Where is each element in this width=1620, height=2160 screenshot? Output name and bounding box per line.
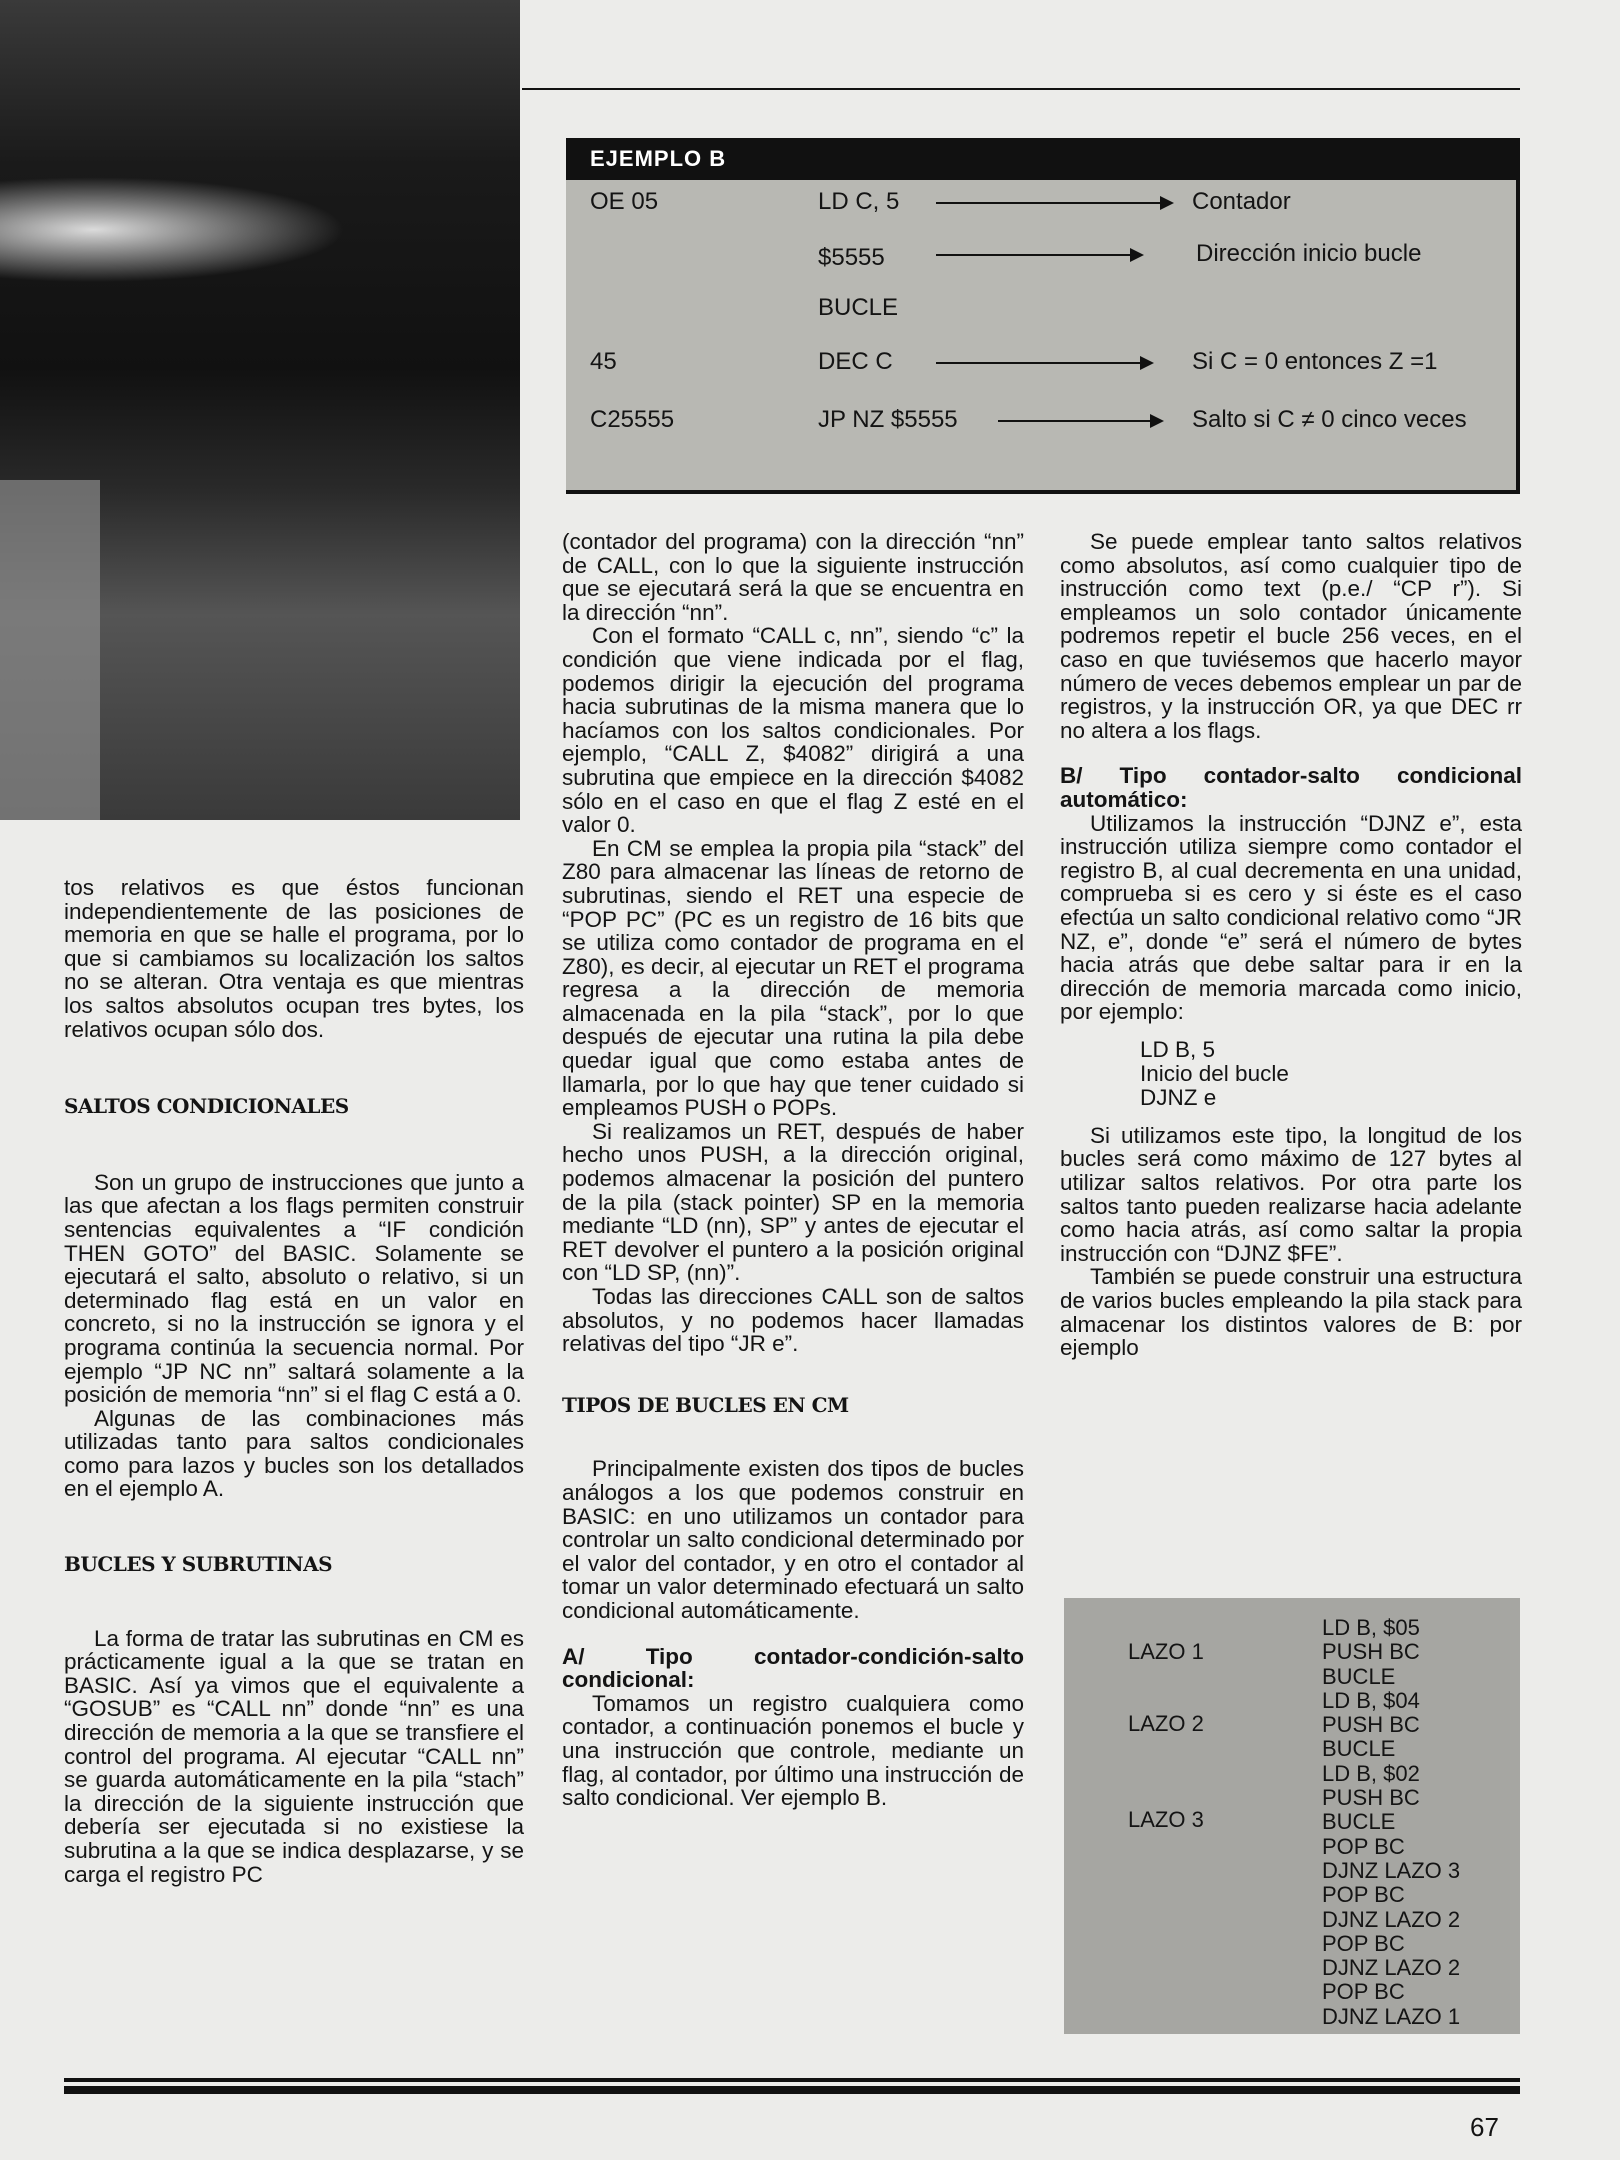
- code-example: [1140, 1038, 1522, 1110]
- code-line: POP BC: [1322, 1979, 1405, 2005]
- code-line: Inicio del bucle: [1140, 1060, 1289, 1086]
- instruction: DEC C: [818, 348, 893, 375]
- lazo-code-list: [1322, 1616, 1460, 2029]
- paragraph: tos relativos es que éstos funcionan independientemente de las posiciones de memoria en que se halle el programa, por lo que si cambiamos su localización los saltos no se alteran. Otra ventaja es que mientras los saltos absolutos ocupan tres bytes, los relativos ocupan sólo dos.: [64, 875, 524, 1042]
- section-heading: TIPOS DE BUCLES EN CM: [562, 1392, 849, 1417]
- subheading: B/ Tipo contador-salto condicional automático:: [1060, 763, 1522, 812]
- code-line: POP BC: [1322, 1930, 1405, 1956]
- code-line: PUSH BC: [1322, 1712, 1420, 1738]
- lazo-label: LAZO 3: [1128, 1807, 1204, 1832]
- paragraph: Utilizamos la instrucción “DJNZ e”, esta instrucción utiliza siempre como contador el registro B, al cual decrementa en una unidad, comprueba si es cero y si éste es el caso efectúa un salto condicional relativo como “JR NZ, e”, donde “e” será el número de bytes hacia atrás que debe saltar para ir en la dirección de memoria marcada como inicio, por ejemplo:: [1060, 810, 1522, 1025]
- code-line: DJNZ LAZO 3: [1322, 1857, 1461, 1883]
- code-line: LD B, $04: [1322, 1687, 1420, 1713]
- instruction: BUCLE: [818, 294, 899, 321]
- code-line: BUCLE: [1322, 1663, 1396, 1689]
- paragraph: También se puede construir una estructura de varios bucles empleando la pila stack para almacenar los distintos valores de B: por ejemplo: [1060, 1264, 1522, 1361]
- instruction: LD C, 5: [818, 188, 900, 215]
- arrow-icon: [998, 420, 1162, 422]
- instruction: JP NZ $5555: [818, 406, 958, 433]
- paragraph: Son un grupo de instrucciones que junto a las que afectan a los flags permiten construir sentencias equivalentes a “IF condición THEN GOTO” del BASIC. Solamente se ejecutará el salto, absoluto o relativo, si un determinado flag está en un valor en concreto, si no la instrucción se ignora y el programa continúa la secuencia normal. Por ejemplo “JP NC nn” saltará solamente a la posición de memoria “nn” si el flag C está a 0.: [64, 1169, 524, 1408]
- code-line: BUCLE: [1322, 1736, 1396, 1762]
- subheading: A/ Tipo contador-condición-salto condicional:: [562, 1643, 1024, 1693]
- lazo-example-box: [1064, 1598, 1520, 2034]
- lazo-label: LAZO 1: [1128, 1639, 1204, 1664]
- code-line: DJNZ LAZO 2: [1322, 1955, 1461, 1981]
- paragraph: Tomamos un registro cualquiera como contador, a continuación ponemos el bucle y una instrucción que controle, mediante un flag, al contador, por último una instrucción de salto condicional. Ver ejemplo B.: [562, 1690, 1024, 1811]
- code-line: DJNZ LAZO 1: [1322, 2003, 1461, 2029]
- paragraph: Algunas de las combinaciones más utilizadas tanto para saltos condicionales como para lazos y bucles son los detallados en el ejemplo A.: [64, 1405, 524, 1502]
- top-rule: [522, 88, 1520, 90]
- code-line: DJNZ e: [1140, 1084, 1217, 1110]
- code-line: LD B, $02: [1322, 1760, 1420, 1786]
- code-line: LD B, $05: [1322, 1615, 1420, 1640]
- comment: Si C = 0 entonces Z =1: [1192, 348, 1438, 375]
- section-heading: SALTOS CONDICIONALES: [64, 1094, 349, 1119]
- bottom-rule: [64, 2078, 1520, 2082]
- code-line: PUSH BC: [1322, 1639, 1420, 1665]
- example-b-box: [566, 138, 1520, 494]
- comment: Contador: [1192, 188, 1291, 215]
- photo-illustration: [0, 0, 520, 820]
- paragraph: Se puede emplear tanto saltos relativos como absolutos, así como cualquier tipo de instrucción como text (p.e./ “CP r”). Si empleamos un solo contador únicamente podremos repetir el bucle 256 veces, en el caso en que tuviésemos que hacerlo mayor número de veces debemos emplear un par de registros, y la instrucción OR, ya que DEC rr no altera a los flags.: [1060, 529, 1522, 743]
- lazo-label: LAZO 2: [1128, 1711, 1204, 1736]
- arrow-icon: [936, 362, 1152, 364]
- code-line: POP BC: [1322, 1882, 1405, 1908]
- arrow-icon: [936, 202, 1172, 204]
- page-number: 67: [1470, 2112, 1499, 2142]
- instruction: $5555: [818, 244, 885, 271]
- paragraph: Todas las direcciones CALL son de saltos absolutos, y no podemos hacer llamadas relativas del tipo “JR e”.: [562, 1284, 1024, 1357]
- example-b-title: EJEMPLO B: [566, 138, 1516, 180]
- example-row: [566, 182, 1516, 222]
- example-row: [566, 342, 1516, 382]
- paragraph: Principalmente existen dos tipos de bucles análogos a los que podemos construir en BASIC: en uno utilizamos un contador para controlar un salto condicional determinado por el valor del contador, y en otro el contador al tomar un valor determinado efectuará un salto condicional automáticamente.: [562, 1456, 1024, 1623]
- column-3: [1060, 530, 1522, 1360]
- paragraph: Si realizamos un RET, después de haber hecho unos PUSH, a la dirección original, podemos almacenar la posición del puntero de la pila (stack pointer) SP en la memoria mediante “LD (nn), SP” y antes de ejecutar el RET devolver el puntero a la posición original con “LD SP, (nn)”.: [562, 1118, 1024, 1286]
- code-line: POP BC: [1322, 1833, 1405, 1859]
- paragraph: Si utilizamos este tipo, la longitud de los bucles será como máximo de 127 bytes al utilizar saltos relativos. Por otra parte los saltos tanto pueden realizarse hacia adelante como hacia atrás, así como saltar la propia instrucción con “DJNZ $FE”.: [1060, 1122, 1522, 1266]
- bottom-rule: [64, 2086, 1520, 2094]
- hex-code: C25555: [590, 406, 675, 433]
- code-line: LD B, 5: [1140, 1036, 1216, 1062]
- column-1: [64, 876, 524, 1886]
- paragraph: (contador del programa) con la dirección “nn” de CALL, con lo que la siguiente instrucción que se ejecutará será la que se encuentra en la dirección “nn”.: [562, 529, 1024, 625]
- section-heading: BUCLES Y SUBRUTINAS: [64, 1552, 333, 1577]
- paragraph: La forma de tratar las subrutinas en CM es prácticamente igual a la que se tratan en BASIC. Así ya vimos que el equivalente a “GOSUB” es “CALL nn” donde “nn” es una dirección de memoria a la que se transfiere el control del programa. Al ejecutar “CALL nn” se guarda automáticamente en la pila “stach” la dirección de la siguiente instrucción que debería ser ejecutada si no existiese la subrutina a la que se indica desplazarse, y se carga el registro PC: [64, 1625, 524, 1887]
- example-row: [566, 288, 1516, 328]
- code-line: BUCLE: [1322, 1809, 1396, 1835]
- paragraph: Con el formato “CALL c, nn”, siendo “c” la condición que viene indicada por el flag, podemos dirigir la ejecución del programa hacia subrutinas de la misma manera que lo hacíamos con los saltos condicionales. Por ejemplo, “CALL Z, $4082” dirigirá a una subrutina que empiece en la dirección $4082 sólo en el caso en que el flag Z esté en el valor 0.: [562, 623, 1024, 838]
- example-row: [566, 238, 1516, 278]
- column-2: [562, 530, 1024, 1810]
- code-line: PUSH BC: [1322, 1785, 1420, 1811]
- paragraph: En CM se emplea la propia pila “stack” del Z80 para almacenar las líneas de retorno de subrutinas, siendo el RET una especie de “POP PC” (PC es un registro de 16 bits que se utiliza como contador de programa en el Z80), es decir, al ejecutar un RET el programa regresa a la dirección de memoria almacenada en la pila “stack”, por lo que después de ejecutar una rutina la pila debe quedar igual que como estaba antes de llamarla, por lo que hay que tener cuidado si empleamos PUSH o POPs.: [562, 835, 1024, 1121]
- hex-code: 45: [590, 348, 617, 375]
- example-row: [566, 400, 1516, 440]
- comment: Salto si C ≠ 0 cinco veces: [1192, 406, 1467, 433]
- comment: Dirección inicio bucle: [1196, 240, 1422, 267]
- hex-code: OE 05: [590, 188, 659, 215]
- code-line: DJNZ LAZO 2: [1322, 1906, 1461, 1932]
- arrow-icon: [936, 254, 1142, 256]
